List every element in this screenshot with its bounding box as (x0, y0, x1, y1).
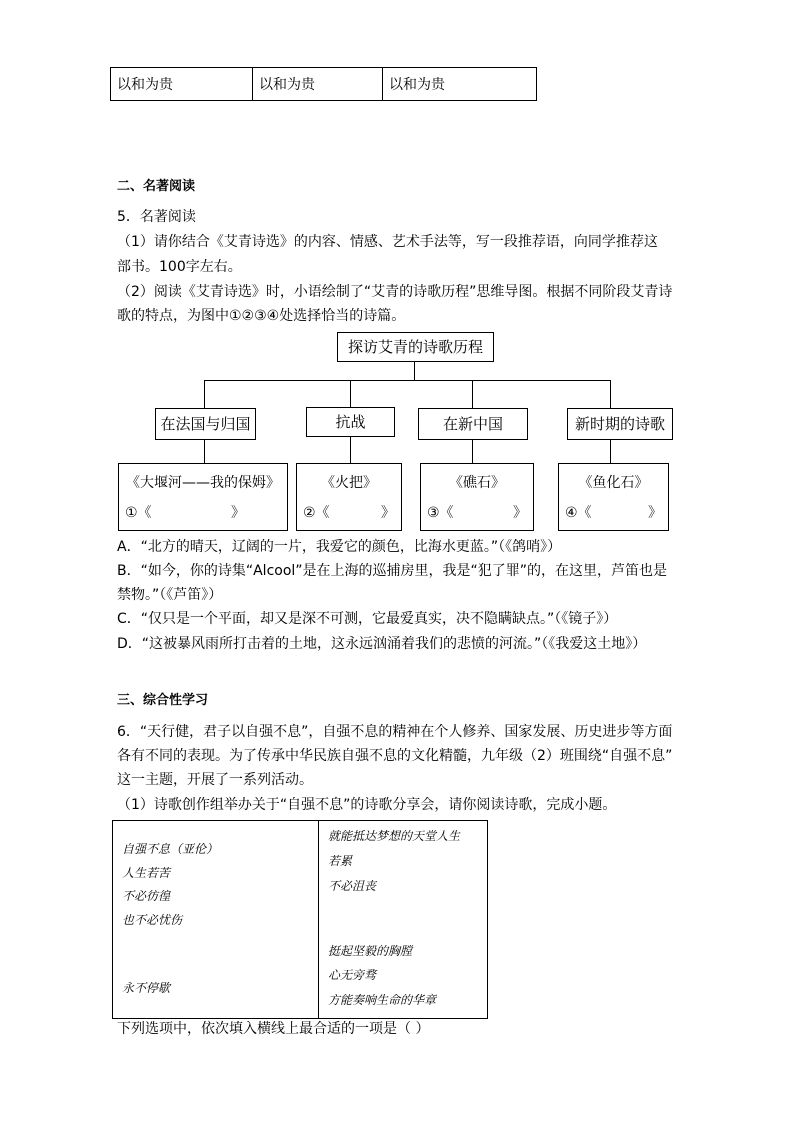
table-cell: 以和为贵 (383, 68, 537, 101)
poem-slot-1 (118, 463, 288, 531)
poem-line: 自强不息（亚伦） (122, 842, 219, 856)
poem-title: 《礁石》 (449, 475, 505, 491)
branch-label: 在新中国 (418, 408, 528, 440)
connector (414, 361, 415, 380)
question-tail: 下列选项中，依次填入横线上最合适的一项是（ ） (117, 1021, 430, 1037)
option-a: A．“北方的晴天，辽阔的一片，我爱它的颜色，比海水更蓝。”（《鸽哨》） (117, 539, 562, 555)
connector (472, 380, 473, 408)
poem-line: 若累 (328, 854, 353, 868)
q5-part1-line1: （1）请你结合《艾青诗选》的内容、情感、艺术手法等，写一段推荐语，向同学推荐这 (117, 234, 658, 250)
q5-title: 5．名著阅读 (117, 209, 196, 225)
blank-right: 》 (231, 505, 245, 521)
option-b-line2: 禁物。”（《芦笛》） (117, 587, 223, 603)
table-row (111, 68, 537, 101)
answer-blank (303, 502, 395, 522)
q5-part2-line1: （2）阅读《艾青诗选》时，小语绘制了“艾青的诗歌历程”思维导图。根据不同阶段艾青诗 (117, 284, 673, 300)
answer-blank (125, 502, 281, 522)
poem-table (112, 820, 488, 1019)
answer-blank (565, 502, 662, 522)
blank-left: ②《 (303, 505, 330, 521)
table-cell: 以和为贵 (111, 68, 253, 101)
connector (610, 380, 611, 408)
q6-sub1: （1）诗歌创作组举办关于“自强不息”的诗歌分享会，请你阅读诗歌，完成小题。 (117, 797, 617, 813)
mindmap-root: 探访艾青的诗歌历程 (337, 332, 494, 362)
poem-line: 不必彷徨 (122, 889, 171, 903)
answer-blank (427, 502, 527, 522)
blank-left: ③《 (427, 505, 454, 521)
poem-line: 也不必忧伤 (122, 913, 183, 927)
table-cell: 以和为贵 (253, 68, 383, 101)
q6-line3: 这一主题，开展了一系列活动。 (117, 772, 313, 788)
option-c: C．“仅只是一个平面，却又是深不可测，它最爱真实，决不隐瞒缺点。”（《镜子》） (117, 611, 618, 627)
connector (350, 436, 351, 463)
poem-title: 《鱼化石》 (578, 475, 649, 491)
q5-part1-line2: 部书。100字左右。 (117, 259, 242, 275)
blank-right: 》 (513, 505, 527, 521)
poem-line: 人生若苦 (122, 866, 171, 880)
branch-label: 在法国与归国 (155, 408, 256, 440)
connector (472, 439, 473, 463)
poem-line: 就能抵达梦想的天堂人生 (328, 829, 461, 843)
poem-line: 永不停歇 (122, 981, 171, 995)
poem-title: 《大堰河——我的保姆》 (126, 475, 280, 491)
column-divider (318, 821, 319, 1018)
blank-right: 》 (648, 505, 662, 521)
poem-slot-2 (296, 463, 402, 531)
section2-heading: 二、名著阅读 (117, 179, 196, 194)
poem-slot-3 (420, 463, 534, 531)
poem-line: 方能奏响生命的华章 (328, 993, 437, 1007)
connector (350, 380, 351, 408)
branch-label: 抗战 (306, 407, 395, 437)
poem-line: 挺起坚毅的胸膛 (328, 944, 413, 958)
blank-right: 》 (381, 505, 395, 521)
poem-slot-4 (558, 463, 669, 531)
poem-line: 不必沮丧 (328, 879, 377, 893)
top-table (110, 67, 537, 101)
blank-left: ①《 (125, 505, 152, 521)
poem-title: 《火把》 (321, 475, 377, 491)
poem-line: 心无旁骛 (328, 968, 377, 982)
blank-left: ④《 (565, 505, 592, 521)
branch-label: 新时期的诗歌 (567, 408, 673, 440)
option-b-line1: B．“如今，你的诗集“Alcool”是在上海的巡捕房里，我是“犯了罪”的，在这里，芦笛也是 (117, 563, 668, 579)
connector (204, 380, 205, 408)
connector (610, 439, 611, 463)
connector (204, 380, 611, 381)
connector (204, 439, 205, 463)
q6-line1: 6．“天行健，君子以自强不息”，自强不息的精神在个人修养、国家发展、历史进步等方面 (117, 724, 673, 740)
section3-heading: 三、综合性学习 (117, 693, 209, 708)
option-d: D．“这被暴风雨所打击着的土地，这永远汹涌着我们的悲愤的河流。”（《我爱这土地》） (117, 636, 647, 652)
q6-line2: 各有不同的表现。为了传承中华民族自强不息的文化精髓，九年级（2）班围绕“自强不息” (117, 748, 673, 764)
q5-part2-line2: 歌的特点，为图中①②③④处选择恰当的诗篇。 (117, 308, 406, 324)
